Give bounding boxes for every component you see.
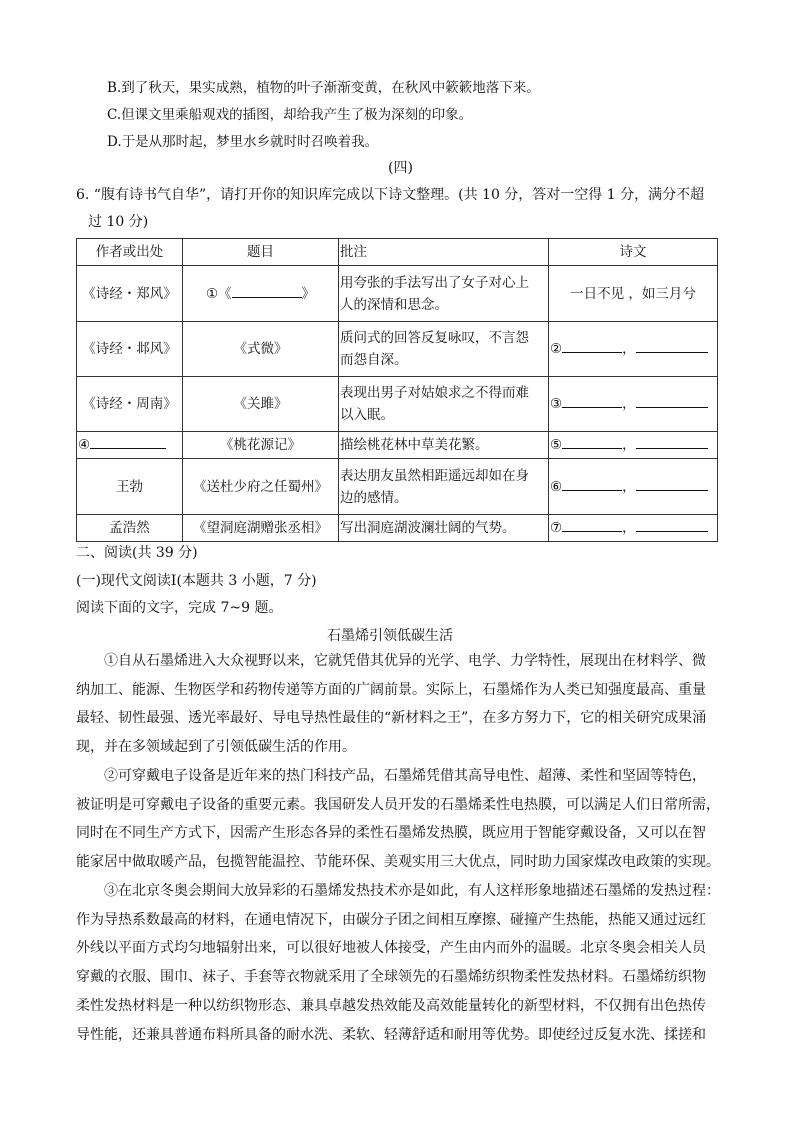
section-two-heading: 二、阅读(共 39 分) [76, 545, 198, 561]
table-row [77, 377, 718, 432]
option-c: C.但课文里乘船观戏的插图，却给我产生了极为深刻的印象。 [107, 107, 473, 123]
header-title: 题目 [183, 239, 339, 266]
answer-blank-1[interactable] [232, 283, 302, 298]
paragraph-line: 同时在不同生产方式下，因需产生形态各异的柔性石墨烯发热膜，既应用于智能穿戴设备，又可以在智 [76, 825, 706, 842]
blank-label: ④ [78, 437, 91, 453]
answer-blank-5b[interactable] [636, 434, 708, 449]
cell-note [339, 515, 549, 542]
cell-title: 《桃花源记》 [183, 432, 339, 459]
paragraph-line: ③在北京冬奥会期间大放异彩的石墨烯发热技术亦是如此，有人这样形象地描述石墨烯的发热过程： [104, 883, 720, 899]
note-line: 写出洞庭湖波澜壮阔的气势。 [340, 520, 516, 536]
comma: ， [622, 437, 636, 453]
cell-note [339, 432, 549, 459]
answer-blank-6a[interactable] [562, 476, 622, 491]
table-header-row [77, 239, 718, 266]
cell-note [339, 266, 549, 322]
paragraph-line: 最轻、韧性最强、透光率最好、导电导热性最佳的“新材料之王”，在多方努力下，它的相关研究成果涌 [76, 710, 707, 727]
cell-title: 《送杜少府之任蜀州》 [183, 459, 339, 515]
note-line: 边的感情。 [340, 489, 408, 506]
cell-note [339, 459, 549, 515]
paragraph-line: 作为导热系数最高的材料，在通电情况下，由碳分子团之间相互摩擦、碰撞产生热能，热能又通过远红 [76, 911, 706, 928]
answer-blank-3a[interactable] [562, 393, 622, 408]
poetry-table [76, 238, 718, 542]
note-line: 以入眠。 [340, 407, 394, 423]
answer-blank-2b[interactable] [636, 338, 708, 353]
paragraph-line: 柔性发热材料是一种以纺织物形态、兼具卓越发热效能及高效能量转化的新型材料，不仅拥有出色热传 [76, 997, 706, 1014]
comma: ， [622, 520, 636, 536]
cell-note [339, 377, 549, 432]
blank-label: ② [550, 341, 563, 357]
note-line: 用夸张的手法写出了女子对心上 [340, 274, 529, 291]
note-line: 质问式的回答反复咏叹，不言怨 [340, 330, 529, 346]
cell-title: 《式微》 [183, 322, 339, 377]
cell-poem [549, 515, 718, 542]
note-line: 人的深情和思念。 [340, 296, 448, 313]
cell-source: 孟浩然 [77, 515, 183, 542]
table-row [77, 432, 718, 459]
subsection-heading: (一)现代文阅读Ⅰ(本题共 3 小题，7 分) [76, 573, 317, 589]
answer-blank-7b[interactable] [636, 517, 708, 532]
cell-poem: 一日不见 ，如三月兮 [549, 266, 718, 322]
title-close-bracket: 》 [301, 285, 316, 302]
note-line: 而怨自深。 [340, 352, 408, 368]
paragraph-line: ①自从石墨烯进入大众视野以来，它就凭借其优异的光学、电学、力学特性，展现出在材料学、微 [104, 653, 706, 669]
option-b: B.到了秋天，果实成熟，植物的叶子渐渐变黄，在秋风中簌簌地落下来。 [107, 80, 540, 96]
blank-label: ③ [550, 396, 563, 412]
table-row [77, 515, 718, 542]
table-row [77, 322, 718, 377]
section-four-heading: (四) [388, 160, 413, 176]
answer-blank-6b[interactable] [636, 476, 708, 491]
answer-blank-5a[interactable] [562, 434, 622, 449]
comma: ， [622, 478, 636, 495]
comma: ， [622, 396, 636, 412]
note-line: 描绘桃花林中草美花繁。 [340, 437, 489, 453]
paragraph-line: 能家居中做取暖产品，包揽智能温控、节能环保、美观实用三大优点，同时助力国家煤改电政策的实现。 [76, 854, 720, 871]
paragraph-line: 外线以平面方式均匀地辐射出来，可以很好地被人体接受，产生由内而外的温暖。北京冬奥会相关人员 [76, 940, 706, 957]
header-note: 批注 [339, 239, 549, 266]
table-row [77, 459, 718, 515]
cell-source: 《诗经・郑风》 [77, 266, 183, 322]
note-line: 表现出男子对姑娘求之不得而难 [340, 385, 529, 401]
blank-label: ⑦ [550, 520, 563, 536]
cell-poem [549, 377, 718, 432]
cell-title [183, 266, 339, 322]
article-paragraph-1 [76, 647, 717, 762]
answer-blank-4[interactable] [90, 434, 166, 449]
article-paragraph-3 [76, 877, 720, 1049]
paragraph-line: 导性能，还兼具普通布料所具备的耐水洗、柔软、轻薄舒适和耐用等优势。即使经过反复水洗、揉搓和 [76, 1026, 706, 1043]
cell-source: 《诗经・邶风》 [77, 322, 183, 377]
question-6-line2: 过 10 分) [88, 214, 149, 230]
option-d: D.于是从那时起，梦里水乡就时时召唤着我。 [107, 134, 379, 150]
paragraph-line: 纳加工、能源、生物医学和药物传递等方面的广阔前景。实际上，石墨烯作为人类已知强度最高、重量 [76, 681, 706, 698]
answer-blank-2a[interactable] [562, 338, 622, 353]
cell-poem [549, 459, 718, 515]
cell-title: 《望洞庭湖赠张丞相》 [183, 515, 339, 542]
question-6-line1: 6. “腹有诗书气自华”，请打开你的知识库完成以下诗文整理。(共 10 分，答对一空得 1 分，满分不超 [76, 187, 705, 203]
blank-label: ⑤ [550, 437, 563, 453]
blank-label: ①《 [205, 285, 232, 302]
note-line: 表达朋友虽然相距遥远却如在身 [340, 467, 529, 484]
cell-source [77, 432, 183, 459]
paragraph-line: ②可穿戴电子设备是近年来的热门科技产品，石墨烯凭借其高导电性、超薄、柔性和坚固等特色， [104, 768, 706, 784]
paragraph-line: 穿戴的衣服、围巾、袜子、手套等衣物就采用了全球领先的石墨烯纺织物柔性发热材料。石墨烯纺织物 [76, 969, 706, 986]
paragraph-line: 现，并在多领域起到了引领低碳生活的作用。 [76, 739, 356, 756]
cell-note [339, 322, 549, 377]
answer-blank-7a[interactable] [562, 517, 622, 532]
cell-title: 《关雎》 [183, 377, 339, 432]
article-paragraph-2 [76, 762, 720, 877]
table-row [77, 266, 718, 322]
header-source: 作者或出处 [77, 239, 183, 266]
paragraph-line: 被证明是可穿戴电子设备的重要元素。我国研发人员开发的石墨烯柔性电热膜，可以满足人们日常所需， [76, 796, 720, 813]
header-poem: 诗文 [549, 239, 718, 266]
cell-poem [549, 322, 718, 377]
cell-source: 《诗经・周南》 [77, 377, 183, 432]
comma: ， [622, 341, 636, 357]
reading-instruction: 阅读下面的文字，完成 7~9 题。 [76, 600, 283, 616]
cell-poem [549, 432, 718, 459]
answer-blank-3b[interactable] [636, 393, 708, 408]
article-title: 石墨烯引领低碳生活 [327, 628, 453, 644]
cell-source: 王勃 [77, 459, 183, 515]
blank-label: ⑥ [550, 478, 563, 495]
